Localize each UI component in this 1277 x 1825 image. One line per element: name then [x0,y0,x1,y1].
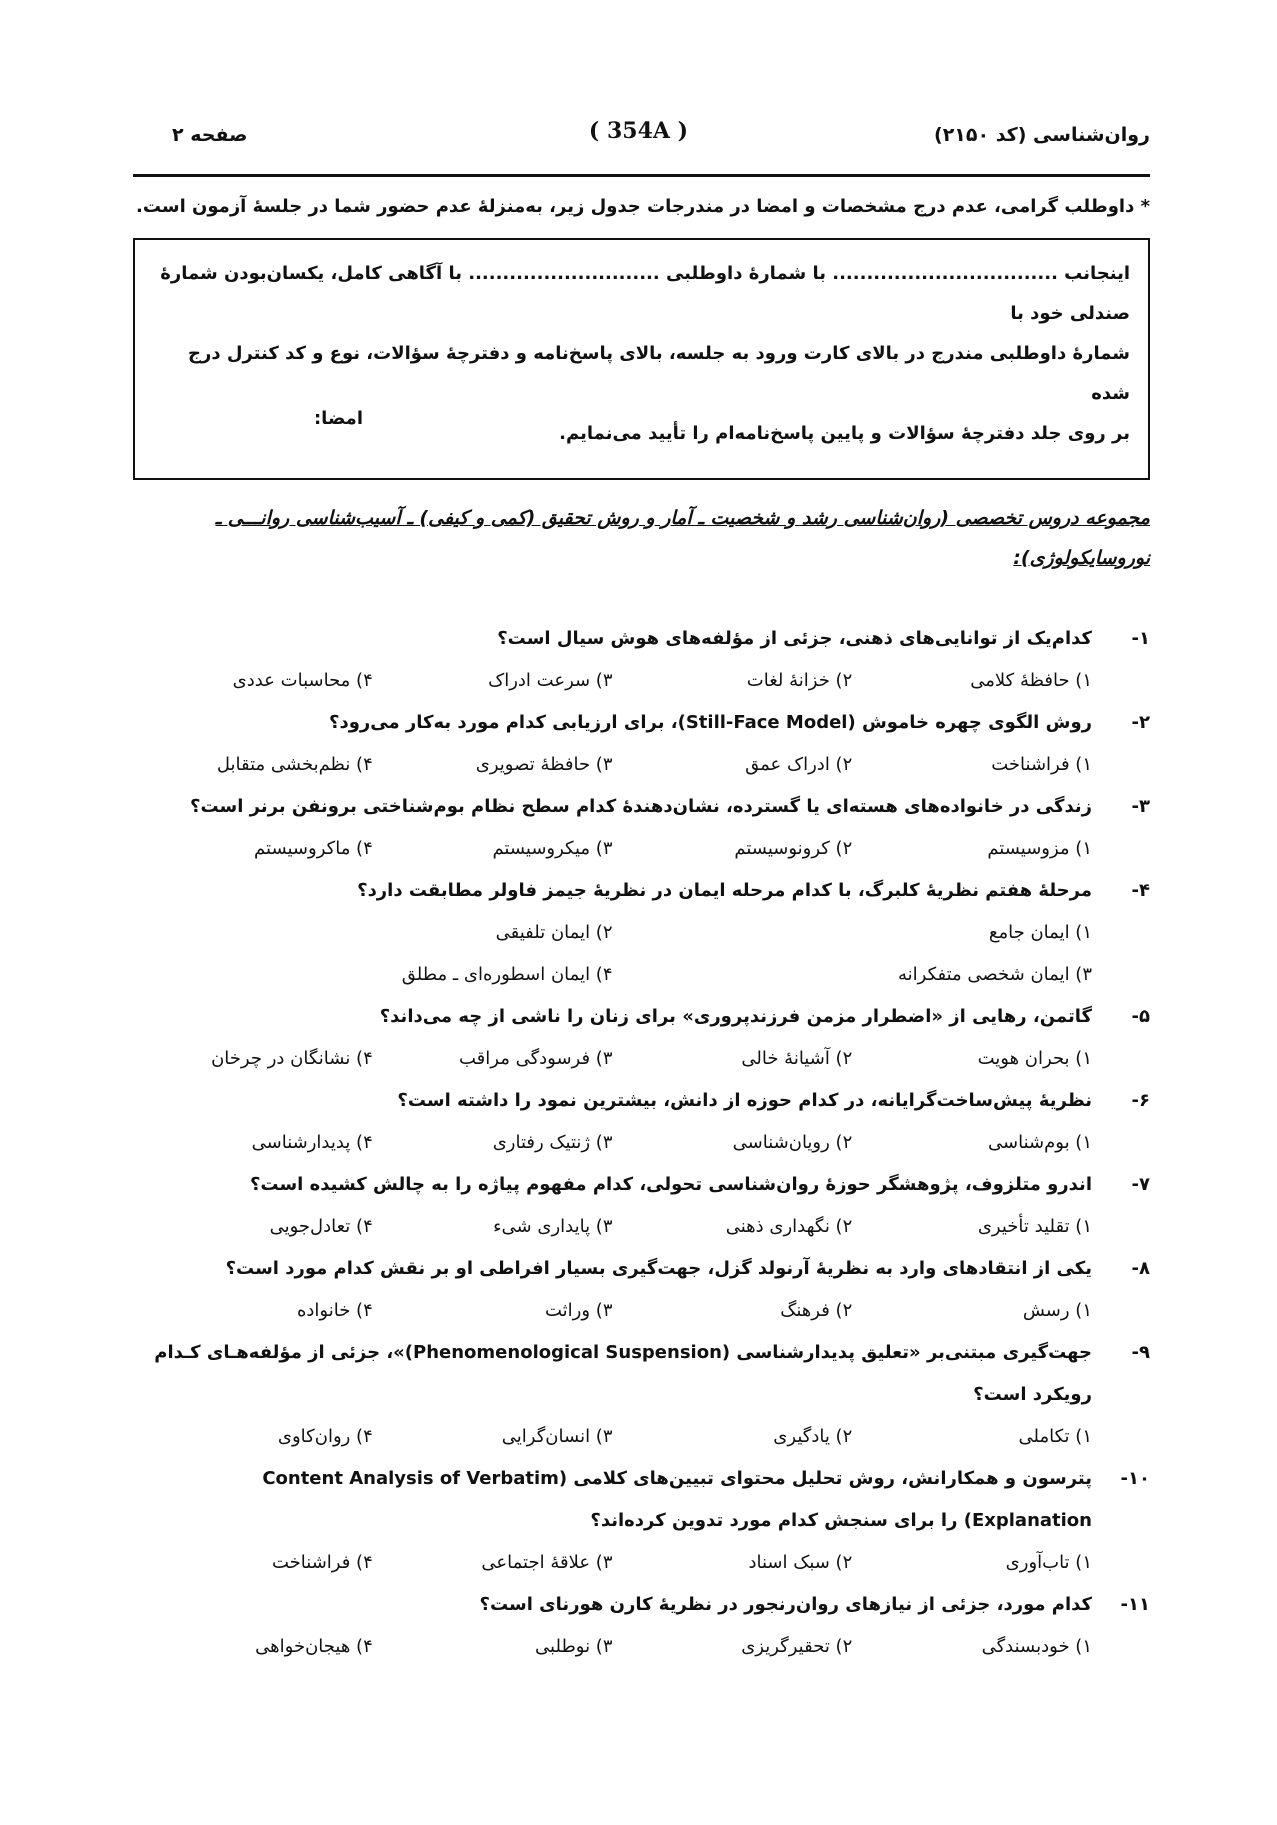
declaration-line-1: اینجانب ................................. با شمارهٔ داوطلبی ............................ با آگاهی کامل، یکسان‌بودن شمارهٔ صندلی خود با [160,263,1130,324]
option-1: ۱) ایمان جامع [988,922,1092,943]
question-number: ۶- [1131,1090,1150,1111]
option-1: ۱) مزوسیستم [987,838,1092,859]
question-number: ۹- [1131,1342,1150,1363]
booklet-code: ( 354A ) [588,118,689,144]
question [133,618,1150,702]
option-1: ۱) تاب‌آوری [1005,1552,1092,1573]
option-2: ۲) سبک اسناد [748,1552,853,1573]
question-number: ۱۱- [1120,1594,1150,1615]
question-text: نظریهٔ پیش‌ساخت‌گرایانه، در کدام حوزه از دانش، بیشترین نمود را داشته است؟ [397,1090,1092,1111]
question-number: ۴- [1131,880,1150,901]
declaration-line-3: بر روی جلد دفترچهٔ سؤالات و پایین پاسخ‌نامه‌ام را تأیید می‌نمایم. [559,423,1130,444]
option-2: ۲) ایمان تلفیقی [495,922,613,943]
question-text: اندرو متلزوف، پژوهشگر حوزهٔ روان‌شناسی تحولی، کدام مفهوم پیاژه را به چالش کشیده است؟ [249,1174,1092,1195]
option-3: ۳) حافظهٔ تصویری [475,754,613,775]
option-3: ۳) ایمان شخصی متفکرانه [897,964,1092,985]
question [133,1584,1150,1668]
option-1: ۱) بحران هویت [977,1048,1092,1069]
option-2: ۲) خزانهٔ لغات [746,670,853,691]
question-number: ۱۰- [1120,1468,1150,1489]
subject-header: روان‌شناسی (کد ۲۱۵۰) [934,124,1150,146]
section-title: مجموعه دروس تخصصی (روان‌شناسی رشد و شخصیت ـ آمار و روش تحقیق (کمی و کیفی) ـ آسیب‌شناسی روانـــی ـ نوروسایکولوژی): [215,507,1150,569]
question [133,996,1150,1080]
option-2: ۲) آشیانهٔ خالی [741,1048,853,1069]
option-3: ۳) ژنتیک رفتاری [492,1132,613,1153]
question [133,1080,1150,1164]
signature-label: امضا: [313,408,363,429]
option-3: ۳) سرعت ادراک [488,670,613,691]
option-1: ۱) تکاملی [1018,1426,1092,1447]
question-number: ۷- [1131,1174,1150,1195]
option-2: ۲) تحقیرگریزی [741,1636,853,1657]
option-4: ۴) روان‌کاوی [277,1426,373,1447]
option-4: ۴) محاسبات عددی [232,670,373,691]
option-1: ۱) حافظهٔ کلامی [970,670,1092,691]
option-2: ۲) ادراک عمق [745,754,853,775]
option-4: ۴) تعادل‌جویی [269,1216,373,1237]
option-4: ۴) پدیدارشناسی [251,1132,373,1153]
question-number: ۵- [1131,1006,1150,1027]
question-text: جهت‌گیری مبتنی‌بر «تعلیق پدیدارشناسی (Phenomenological Suspension)»، جزئی از مؤلفه‌هـای کـدام رویکرد است؟ [154,1342,1092,1405]
question [133,1164,1150,1248]
option-4: ۴) ایمان اسطوره‌ای ـ مطلق [401,964,613,985]
option-2: ۲) فرهنگ [780,1300,853,1321]
option-3: ۳) وراثت [545,1300,613,1321]
question-number: ۸- [1131,1258,1150,1279]
option-4: ۴) خانواده [296,1300,373,1321]
question-number: ۲- [1131,712,1150,733]
option-1: ۱) رسش [1022,1300,1092,1321]
question-number: ۳- [1131,796,1150,817]
question [133,1248,1150,1332]
question-text: کدام مورد، جزئی از نیازهای روان‌رنجور در نظریهٔ کارن هورنای است؟ [479,1594,1092,1615]
option-3: ۳) پایداری شیء [493,1216,613,1237]
question-text: روش الگوی چهره خاموش (Still-Face Model)، برای ارزیابی کدام مورد به‌کار می‌رود؟ [329,712,1092,733]
option-4: ۴) ماکروسیستم [254,838,373,859]
question-text: کدام‌یک از توانایی‌های ذهنی، جزئی از مؤلفه‌های هوش سیال است؟ [497,628,1092,649]
question [133,1458,1150,1584]
page-number: صفحه ۲ [172,124,248,146]
header-divider [133,174,1150,177]
option-3: ۳) فرسودگی مراقب [459,1048,613,1069]
question-list [133,618,1150,1668]
option-3: ۳) نوطلبی [535,1636,613,1657]
option-3: ۳) انسان‌گرایی [501,1426,613,1447]
question-text: پترسون و همکارانش، روش تحلیل محتوای تبیین‌های کلامی (Content Analysis of Verbatim Explanation) را برای سنجش کدام مورد تدوین کرده‌اند؟ [262,1468,1092,1531]
declaration-box [133,238,1150,480]
option-2: ۲) یادگیری [773,1426,853,1447]
option-1: ۱) خودبسندگی [981,1636,1092,1657]
question-text: گاتمن، رهایی از «اضطرار مزمن فرزندپروری» برای زنان را ناشی از چه می‌داند؟ [379,1006,1092,1027]
question [133,870,1150,996]
declaration-line-2: شمارهٔ داوطلبی مندرج در بالای کارت ورود به جلسه، بالای پاسخ‌نامه و دفترچهٔ سؤالات، نوع و کد کنترل درج شده [188,343,1130,404]
candidate-notice: * داوطلب گرامی، عدم درج مشخصات و امضا در مندرجات جدول زیر، به‌منزلهٔ عدم حضور شما در جلسهٔ آزمون است. [136,196,1150,217]
option-3: ۳) علاقهٔ اجتماعی [481,1552,613,1573]
option-1: ۱) فراشناخت [991,754,1092,775]
question-text: یکی از انتقادهای وارد به نظریهٔ آرنولد گزل، جهت‌گیری بسیار افراطی او بر نقش کدام مورد است؟ [225,1258,1092,1279]
question-number: ۱- [1131,628,1150,649]
option-2: ۲) نگهداری ذهنی [725,1216,853,1237]
option-1: ۱) تقلید تأخیری [977,1216,1092,1237]
option-3: ۳) میکروسیستم [492,838,613,859]
question-text: زندگی در خانواده‌های هسته‌ای یا گسترده، نشان‌دهندهٔ کدام سطح نظام بوم‌شناختی برونفن برنر است؟ [190,796,1092,817]
option-2: ۲) رویان‌شناسی [732,1132,853,1153]
option-4: ۴) نظم‌بخشی متقابل [216,754,373,775]
question-text: مرحلهٔ هفتم نظریهٔ کلبرگ، با کدام مرحله ایمان در نظریهٔ جیمز فاولر مطابقت دارد؟ [357,880,1092,901]
question [133,786,1150,870]
option-1: ۱) بوم‌شناسی [988,1132,1092,1153]
option-4: ۴) فراشناخت [271,1552,373,1573]
option-4: ۴) هیجان‌خواهی [255,1636,373,1657]
option-2: ۲) کرونوسیستم [734,838,853,859]
question [133,702,1150,786]
question [133,1332,1150,1458]
option-4: ۴) نشانگان در چرخان [211,1048,373,1069]
